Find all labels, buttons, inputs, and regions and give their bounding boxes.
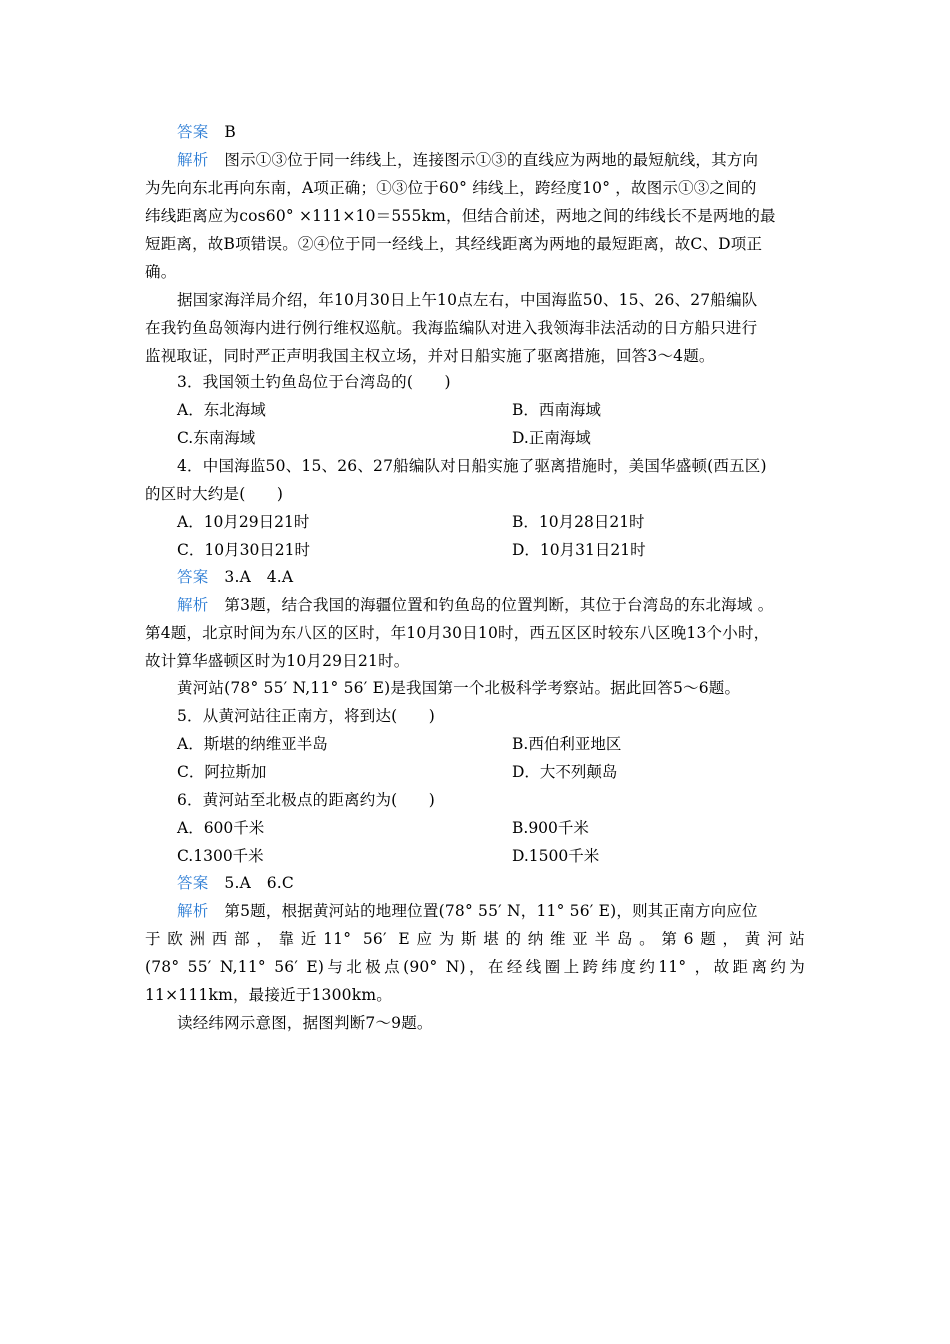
answer-value: 5.A 6.C <box>224 874 294 892</box>
question-stem: 6．黄河站至北极点的距离约为( ) <box>177 791 436 809</box>
option: A．10月29日21时 <box>177 513 310 531</box>
analysis-line <box>177 146 758 174</box>
passage-text: 黄河站(78° 55′ N,11° 56′ E)是我国第一个北极科学考察站。据此回答5～6题。 <box>177 679 741 697</box>
option: B．西南海域 <box>512 401 601 419</box>
answer-value: B <box>224 123 236 141</box>
answer-line-3 <box>177 869 294 897</box>
passage-text: 据国家海洋局介绍，年10月30日上午10点左右，中国海监50、15、26、27船编队 <box>177 291 758 309</box>
option: A．斯堪的纳维亚半岛 <box>177 735 328 753</box>
answer-value: 3.A 4.A <box>224 568 294 586</box>
option: D.正南海域 <box>512 429 591 447</box>
passage-text: 监视取证，同时严正声明我国主权立场，并对日船实施了驱离措施，回答3～4题。 <box>145 347 715 365</box>
answer-line-1 <box>177 118 236 146</box>
analysis-label: 解析 <box>177 902 209 920</box>
analysis-line <box>177 897 758 925</box>
option: B.西伯利亚地区 <box>512 735 622 753</box>
option: A．东北海域 <box>177 401 266 419</box>
option: C．10月30日21时 <box>177 541 311 559</box>
option: C.1300千米 <box>177 847 264 865</box>
analysis-text: 确。 <box>145 263 177 281</box>
analysis-text: 图示①③位于同一纬线上，连接图示①③的直线应为两地的最短航线，其方向 <box>224 151 759 169</box>
option: C．阿拉斯加 <box>177 763 267 781</box>
analysis-text: 于欧洲西部，靠近11° 56′ E应为斯堪的纳维亚半岛。第6题，黄河站 <box>145 930 805 948</box>
analysis-label: 解析 <box>177 151 209 169</box>
analysis-text: 纬线距离应为cos60° ×111×10＝555km，但结合前述，两地之间的纬线长不是两地的最 <box>145 207 776 225</box>
question-stem: 的区时大约是( ) <box>145 485 284 503</box>
option: A．600千米 <box>177 819 265 837</box>
option: C.东南海域 <box>177 429 256 447</box>
analysis-line <box>177 591 773 619</box>
passage-text: 读经纬网示意图，据图判断7～9题。 <box>177 1014 433 1032</box>
passage-text: 在我钓鱼岛领海内进行例行维权巡航。我海监编队对进入我领海非法活动的日方船只进行 <box>145 319 758 337</box>
option: B．10月28日21时 <box>512 513 645 531</box>
option: D．大不列颠岛 <box>512 763 618 781</box>
analysis-text: (78° 55′ N,11° 56′ E)与北极点(90° N)，在经线圈上跨纬度约11° ，故距离约为 <box>145 958 805 976</box>
analysis-text: 第4题，北京时间为东八区的区时，年10月30日10时，西五区区时较东八区晚13个小时， <box>145 624 770 642</box>
answer-line-2 <box>177 563 293 591</box>
analysis-text: 故计算华盛顿区时为10月29日21时。 <box>145 652 410 670</box>
option: D．10月31日21时 <box>512 541 646 559</box>
answer-label: 答案 <box>177 568 209 586</box>
analysis-text: 第5题，根据黄河站的地理位置(78° 55′ N，11° 56′ E)，则其正南方向应位 <box>224 902 758 920</box>
analysis-label: 解析 <box>177 596 209 614</box>
analysis-text: 11×111km，最接近于1300km。 <box>145 986 392 1004</box>
analysis-text: 短距离，故B项错误。②④位于同一经线上，其经线距离为两地的最短距离，故C、D项正 <box>145 235 763 253</box>
option: D.1500千米 <box>512 847 600 865</box>
analysis-text: 第3题，结合我国的海疆位置和钓鱼岛的位置判断，其位于台湾岛的东北海域 。 <box>224 596 774 614</box>
question-stem: 3．我国领土钓鱼岛位于台湾岛的( ) <box>177 373 451 391</box>
analysis-text: 为先向东北再向东南，A项正确；①③位于60° 纬线上，跨经度10° ，故图示①③之间的 <box>145 179 757 197</box>
question-stem: 4．中国海监50、15、26、27船编队对日船实施了驱离措施时，美国华盛顿(西五区) <box>177 457 767 475</box>
question-stem: 5．从黄河站往正南方，将到达( ) <box>177 707 436 725</box>
answer-label: 答案 <box>177 874 209 892</box>
answer-label: 答案 <box>177 123 209 141</box>
option: B.900千米 <box>512 819 589 837</box>
